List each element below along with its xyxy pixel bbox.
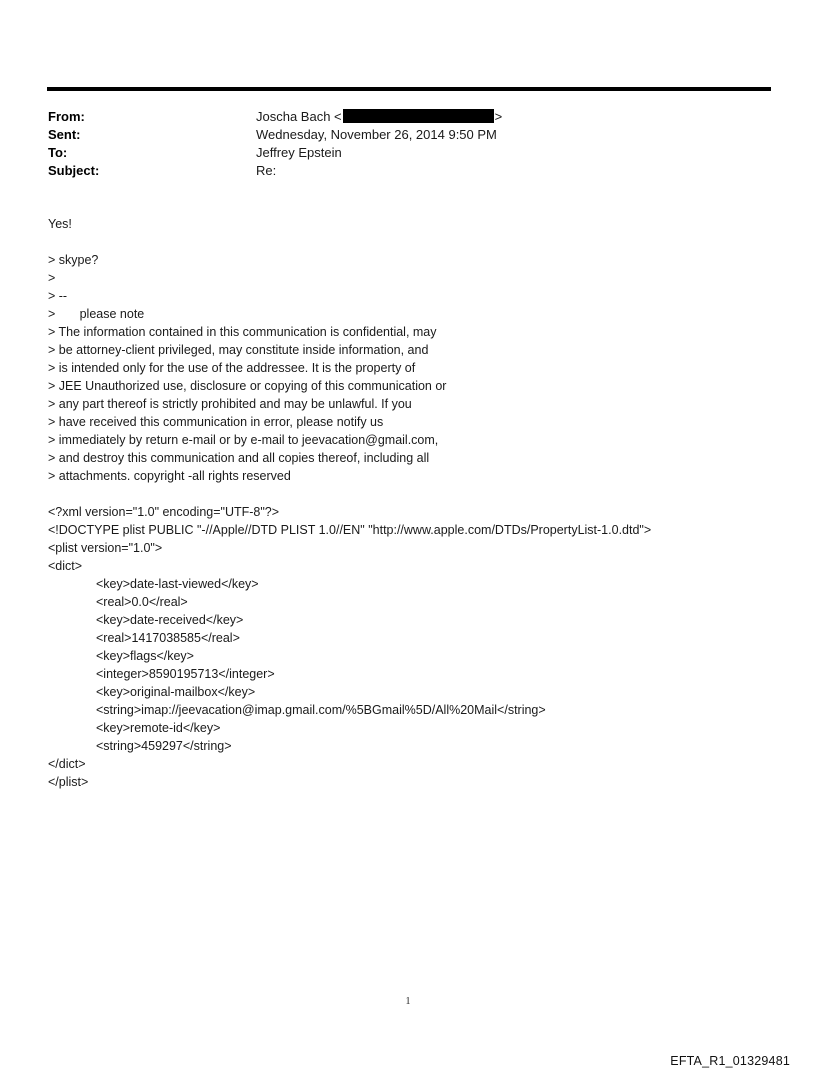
quoted-line: > be attorney-client privileged, may constitute inside information, and (48, 343, 429, 357)
subject-row (48, 162, 748, 180)
quoted-line: > is intended only for the use of the addressee. It is the property of (48, 361, 416, 375)
sent-label: Sent: (48, 127, 81, 142)
quoted-line: > have received this communication in error, please notify us (48, 415, 384, 429)
sent-value: Wednesday, November 26, 2014 9:50 PM (256, 127, 497, 142)
xml-line: <?xml version="1.0" encoding="UTF-8"?> (48, 505, 280, 519)
quoted-line: > please note (48, 307, 145, 321)
to-label: To: (48, 145, 68, 160)
xml-line: <key>original-mailbox</key> (96, 685, 256, 699)
xml-line: <string>459297</string> (96, 739, 232, 753)
spacer (48, 485, 778, 503)
from-value (256, 108, 502, 126)
xml-line: <plist version="1.0"> (48, 541, 163, 555)
xml-line: </dict> (48, 757, 86, 771)
quoted-line: > (48, 271, 56, 285)
to-value: Jeffrey Epstein (256, 145, 342, 160)
xml-line: <key>date-received</key> (96, 613, 244, 627)
xml-line: <key>date-last-viewed</key> (96, 577, 259, 591)
bates-number: EFTA_R1_01329481 (670, 1054, 790, 1068)
xml-line: <real>0.0</real> (96, 595, 188, 609)
quoted-line: > immediately by return e-mail or by e-mail to jeevacation@gmail.com, (48, 433, 439, 447)
subject-label: Subject: (48, 163, 100, 178)
xml-line: <dict> (48, 559, 83, 573)
email-body (48, 215, 778, 791)
quoted-line: > any part thereof is strictly prohibited and may be unlawful. If you (48, 397, 412, 411)
quoted-line: > attachments. copyright -all rights reserved (48, 469, 291, 483)
page-number: 1 (405, 996, 411, 1007)
subject-value: Re: (256, 163, 277, 178)
xml-line: </plist> (48, 775, 89, 789)
sent-row (48, 126, 748, 144)
quoted-line: > -- (48, 289, 68, 303)
xml-line: <key>remote-id</key> (96, 721, 221, 735)
spacer (48, 233, 778, 251)
quoted-line: > skype? (48, 253, 99, 267)
redaction-block (343, 109, 494, 123)
email-header (48, 108, 748, 180)
quoted-block (48, 251, 778, 485)
xml-line: <real>1417038585</real> (96, 631, 240, 645)
from-sender-name: Joscha Bach < (256, 109, 342, 124)
quoted-line: > The information contained in this communication is confidential, may (48, 325, 437, 339)
xml-line: <key>flags</key> (96, 649, 194, 663)
from-sender-end: > (494, 109, 503, 124)
xml-line: <!DOCTYPE plist PUBLIC "-//Apple//DTD PLIST 1.0//EN" "http://www.apple.com/DTDs/PropertyList-1.0.dtd"> (48, 523, 652, 537)
reply-text: Yes! (48, 217, 72, 231)
to-row (48, 144, 748, 162)
from-row (48, 108, 748, 126)
xml-block (48, 503, 778, 791)
top-divider (47, 87, 771, 91)
xml-line: <string>imap://jeevacation@imap.gmail.com/%5BGmail%5D/All%20Mail</string> (96, 703, 546, 717)
quoted-line: > and destroy this communication and all copies thereof, including all (48, 451, 430, 465)
quoted-line: > JEE Unauthorized use, disclosure or copying of this communication or (48, 379, 447, 393)
from-label: From: (48, 109, 85, 124)
xml-line: <integer>8590195713</integer> (96, 667, 275, 681)
